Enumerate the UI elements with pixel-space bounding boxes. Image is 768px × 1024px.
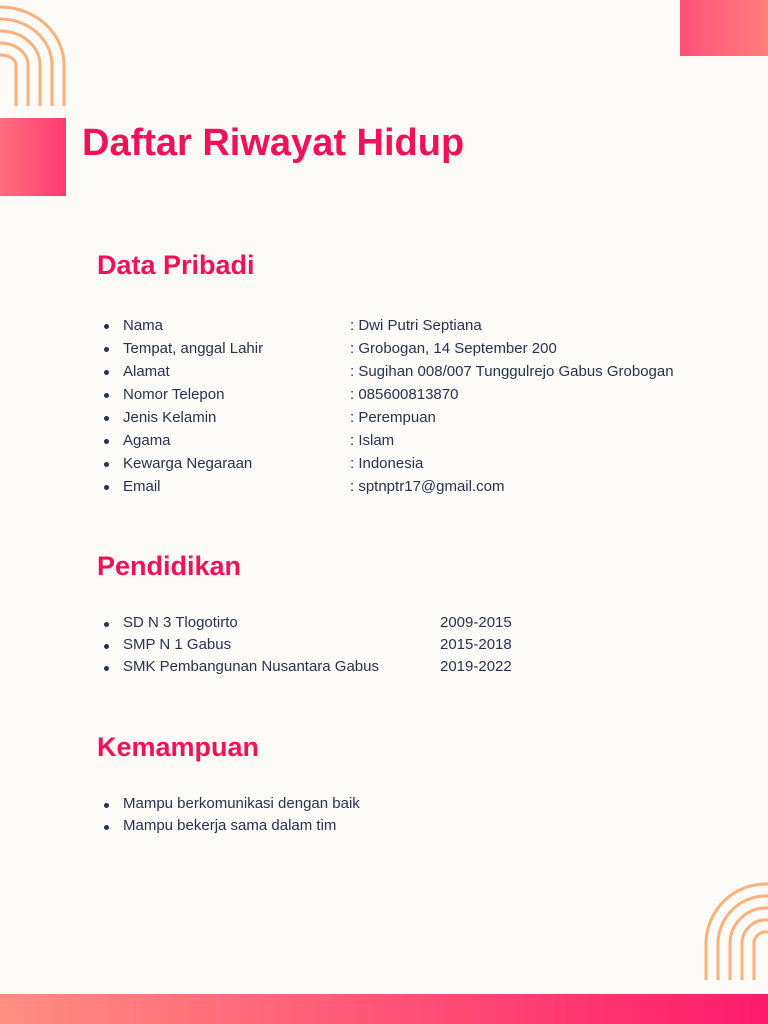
school-years: 2019-2022: [440, 658, 512, 675]
field-label: Nomor Telepon: [123, 386, 225, 403]
field-value: : Perempuan: [350, 409, 436, 426]
decorative-block-left: [0, 118, 66, 196]
field-value: : 085600813870: [350, 386, 459, 403]
bullet-icon: [104, 803, 109, 808]
decorative-arch-bottom-right: [698, 880, 768, 980]
bullet-icon: [104, 393, 109, 398]
field-label: Kewarga Negaraan: [123, 455, 253, 472]
bullet-icon: [104, 622, 109, 627]
field-label: Alamat: [123, 363, 170, 380]
bullet-icon: [104, 644, 109, 649]
bullet-icon: [104, 347, 109, 352]
decorative-block-top-right: [680, 0, 768, 56]
bullet-icon: [104, 370, 109, 375]
field-label: Nama: [123, 317, 164, 334]
section-heading-data-pribadi: Data Pribadi: [97, 250, 255, 280]
school-name: SMK Pembangunan Nusantara Gabus: [123, 658, 379, 675]
section-heading-kemampuan: Kemampuan: [97, 732, 260, 762]
bullet-icon: [104, 825, 109, 830]
field-label: Agama: [123, 432, 171, 449]
school-years: 2015-2018: [440, 636, 512, 653]
school-years: 2009-2015: [440, 614, 512, 631]
field-value: : Sugihan 008/007 Tunggulrejo Gabus Grobogan: [350, 363, 674, 380]
field-value: : Indonesia: [350, 455, 424, 472]
page-title: Daftar Riwayat Hidup: [82, 122, 465, 164]
decorative-bottom-bar: [0, 994, 768, 1024]
section-heading-pendidikan: Pendidikan: [97, 551, 242, 581]
bullet-icon: [104, 462, 109, 467]
field-label: Jenis Kelamin: [123, 409, 217, 426]
field-label: Tempat, anggal Lahir: [123, 340, 264, 357]
bullet-icon: [104, 439, 109, 444]
field-value: : Islam: [350, 432, 395, 449]
school-name: SD N 3 Tlogotirto: [123, 614, 238, 631]
school-name: SMP N 1 Gabus: [123, 636, 232, 653]
bullet-icon: [104, 485, 109, 490]
decorative-arch-top-left: [0, 0, 70, 106]
field-value: : Dwi Putri Septiana: [350, 317, 482, 334]
field-value: : Grobogan, 14 September 200: [350, 340, 557, 357]
bullet-icon: [104, 416, 109, 421]
skill-text: Mampu bekerja sama dalam tim: [123, 817, 337, 834]
skill-text: Mampu berkomunikasi dengan baik: [123, 795, 360, 812]
bullet-icon: [104, 324, 109, 329]
field-value: : sptnptr17@gmail.com: [350, 478, 505, 495]
bullet-icon: [104, 666, 109, 671]
field-label: Email: [123, 478, 161, 495]
